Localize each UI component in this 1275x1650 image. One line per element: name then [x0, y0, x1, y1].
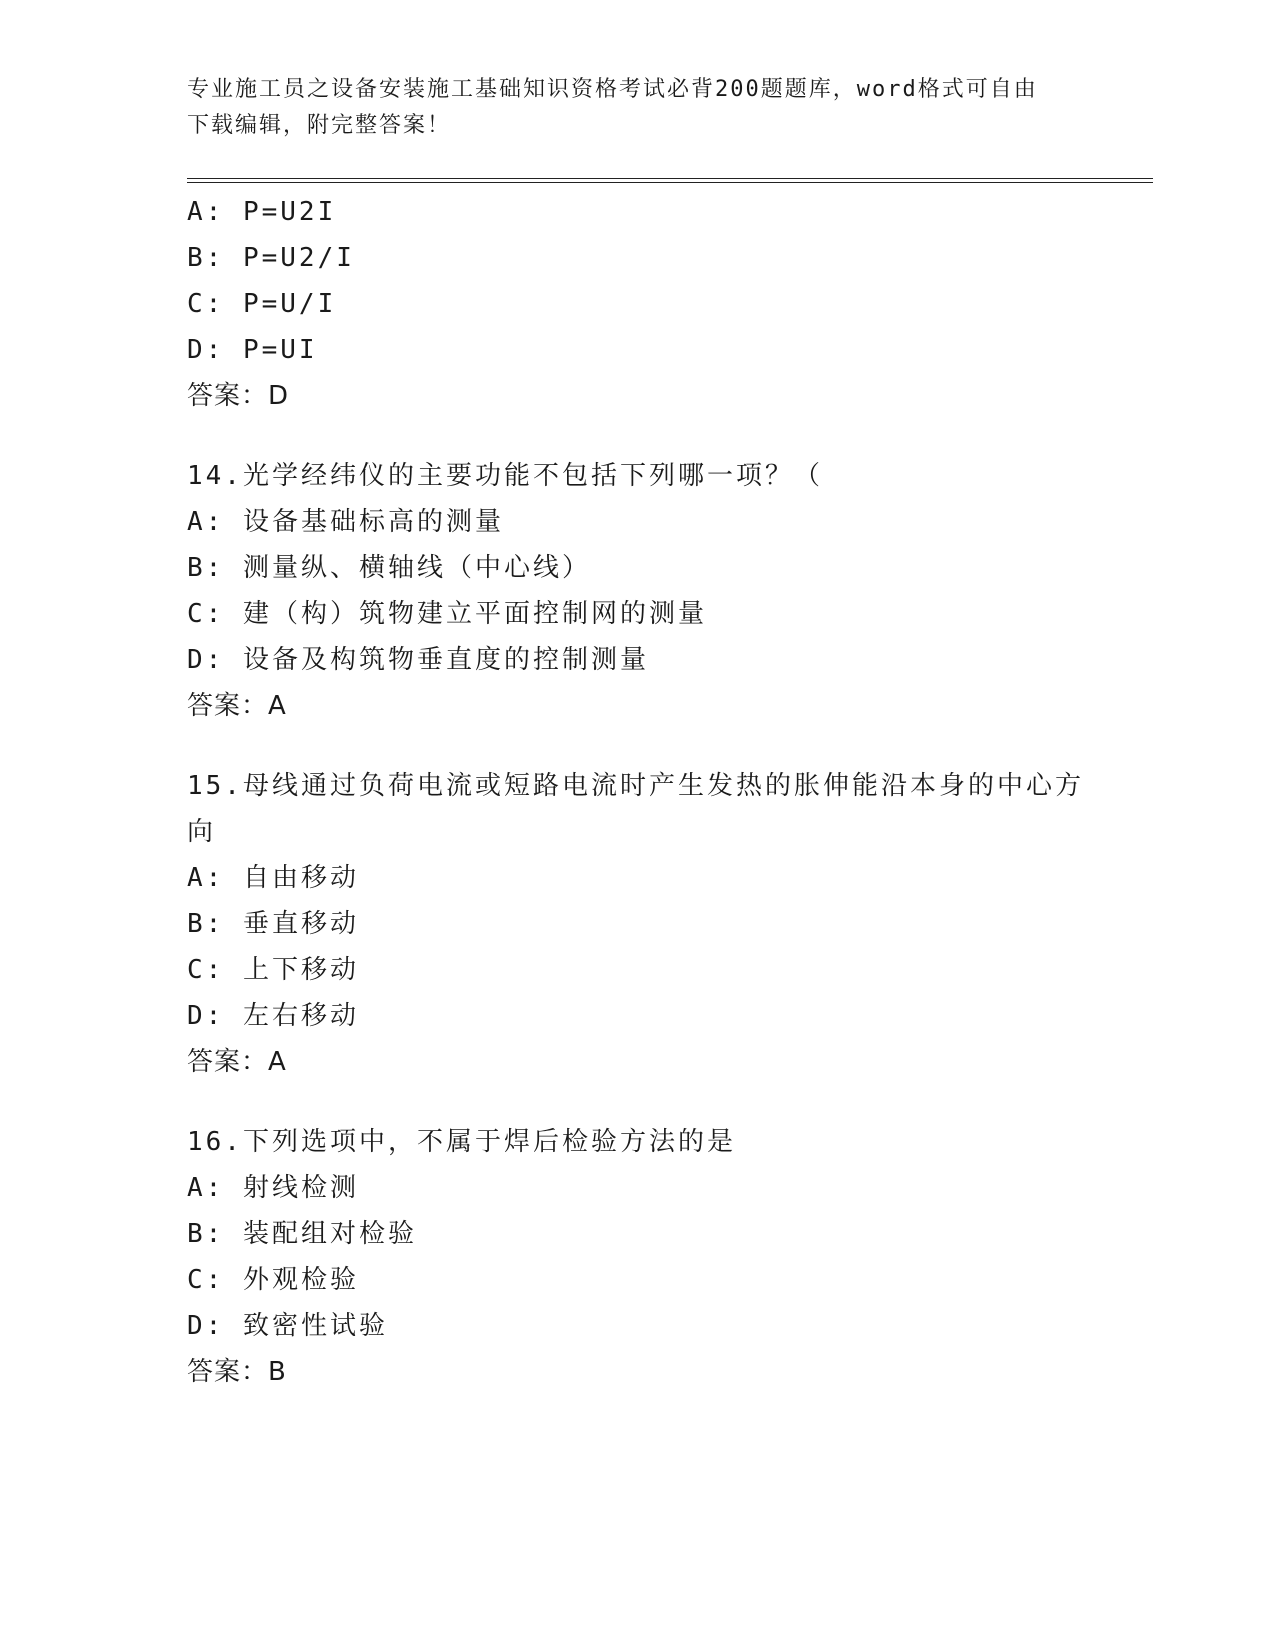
option-d: D: 设备及构筑物垂直度的控制测量: [187, 645, 649, 675]
header-title-line-1: 专业施工员之设备安装施工基础知识资格考试必背200题题库，word格式可自由: [187, 77, 1038, 102]
document-header: [187, 72, 1087, 144]
option-d: D: P=UI: [187, 335, 318, 365]
option-d: D: 左右移动: [187, 1001, 359, 1031]
question-text-line-1: 15.母线通过负荷电流或短路电流时产生发热的胀伸能沿本身的中心方: [187, 771, 1084, 801]
option-b: B: P=U2/I: [187, 243, 355, 273]
answer: 答案：A: [187, 1047, 287, 1077]
question-text: 16.下列选项中，不属于焊后检验方法的是: [187, 1127, 736, 1157]
answer: 答案：A: [187, 691, 287, 721]
header-divider: [187, 178, 1153, 183]
option-a: A: P=U2I: [187, 197, 337, 227]
option-b: B: 测量纵、横轴线（中心线）: [187, 553, 591, 583]
question-text-line-2: 向: [187, 817, 217, 847]
question-text: 14.光学经纬仪的主要功能不包括下列哪一项？（: [187, 461, 823, 491]
option-c: C: 上下移动: [187, 955, 359, 985]
option-c: C: 外观检验: [187, 1265, 359, 1295]
option-b: B: 垂直移动: [187, 909, 359, 939]
header-title-line-2: 下载编辑，附完整答案！: [187, 113, 452, 138]
question-13: [187, 189, 1087, 419]
answer: 答案：B: [187, 1357, 287, 1387]
question-14: [187, 453, 1087, 729]
option-a: A: 射线检测: [187, 1173, 359, 1203]
answer: 答案：D: [187, 381, 290, 411]
question-list: [187, 189, 1087, 1395]
option-d: D: 致密性试验: [187, 1311, 388, 1341]
question-15: [187, 763, 1087, 1085]
option-c: C: 建（构）筑物建立平面控制网的测量: [187, 599, 707, 629]
option-c: C: P=U/I: [187, 289, 337, 319]
option-a: A: 自由移动: [187, 863, 359, 893]
option-a: A: 设备基础标高的测量: [187, 507, 504, 537]
option-b: B: 装配组对检验: [187, 1219, 417, 1249]
question-16: [187, 1119, 1087, 1395]
